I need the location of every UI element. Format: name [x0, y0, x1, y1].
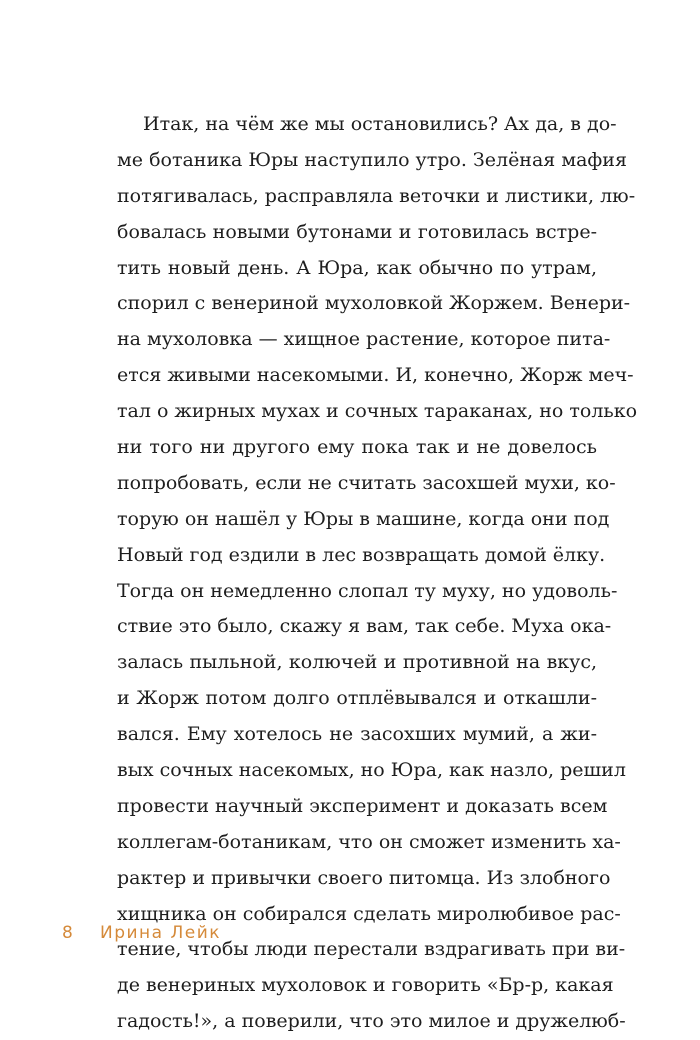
text-line: тал о жирных мухах и сочных тараканах, но только — [117, 400, 638, 423]
text-line: попробовать, если не считать засохшей мухи, ко- — [117, 471, 616, 494]
text-line: Итак, на чём же мы остановились? Ах да, в до- — [143, 113, 617, 135]
text-line: хищника он собирался сделать миролюбивое рас- — [117, 902, 621, 925]
text-line: де венериных мухоловок и говорить «Бр-р, какая — [117, 974, 614, 997]
body-text — [117, 107, 638, 1040]
text-line: вался. Ему хотелось не засохших мумий, а жи- — [117, 723, 597, 746]
text-line: тение, чтобы люди перестали вздрагивать при ви- — [117, 938, 626, 961]
text-line: спорил с венериной мухоловкой Жоржем. Венери- — [117, 292, 631, 315]
text-line: гадость!», а поверили, что это милое и дружелюб- — [117, 1010, 626, 1033]
page-number: 8 — [62, 923, 75, 943]
text-line: залась пыльной, колючей и противной на вкус, — [117, 651, 597, 674]
text-line: торую он нашёл у Юры в машине, когда они под — [117, 507, 610, 530]
text-line: Тогда он немедленно слопал ту муху, но удоволь- — [117, 579, 618, 602]
text-line: Новый год ездили в лес возвращать домой ёлку. — [117, 543, 606, 566]
text-line: и Жорж потом долго отплёвывался и откашли- — [117, 687, 597, 710]
text-line: коллегам-ботаникам, что он сможет изменить ха- — [117, 830, 621, 853]
text-line: ствие это было, скажу я вам, так себе. Муха ока- — [117, 615, 612, 638]
text-line: провести научный эксперимент и доказать всем — [117, 794, 608, 817]
text-line: ется живыми насекомыми. И, конечно, Жорж меч- — [117, 364, 634, 387]
text-line: тить новый день. А Юра, как обычно по утрам, — [117, 256, 597, 279]
text-line: на мухоловка — хищное растение, которое пита- — [117, 328, 611, 351]
text-line: ме ботаника Юры наступило утро. Зелёная мафия — [117, 148, 627, 171]
text-line: ни того ни другого ему пока так и не довелось — [117, 436, 597, 459]
author-name: Ирина Лейк — [100, 923, 222, 943]
text-line: рактер и привычки своего питомца. Из злобного — [117, 866, 611, 889]
text-line: потягивалась, расправляла веточки и листики, лю- — [117, 184, 636, 207]
text-line: вых сочных насекомых, но Юра, как назло, решил — [117, 759, 626, 782]
text-line: бовалась новыми бутонами и готовилась встре- — [117, 220, 597, 243]
page-footer — [62, 923, 221, 943]
